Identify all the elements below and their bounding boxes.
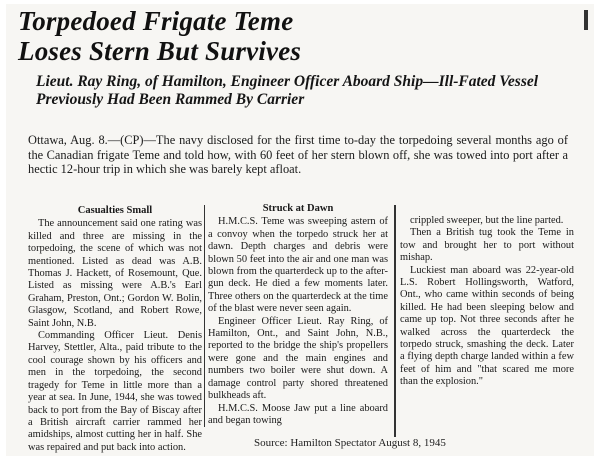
- headline-line-1: Torpedoed Frigate Teme: [18, 6, 294, 36]
- headline: [18, 6, 588, 66]
- column-1-heading: Casualties Small: [77, 205, 153, 216]
- clipping-edge-mark: [584, 10, 588, 30]
- column-1-paragraph-2: Commanding Officer Lieut. Denis Harvey, Stettler, Alta., paid tribute to the cool courage shown by his officers and men in the torpedoing, the second tragedy for Teme in little more than a year at sea. In June, 1944, she was towed back to port from the Bay of Biscay after a British aircraft carrier rammed her amidships, almost cutting her in half. She was repaired and put back into action.: [28, 330, 202, 453]
- column-3-paragraph-1: crippled sweeper, but the line parted.: [410, 215, 564, 226]
- column-2-paragraph-2: Engineer Officer Lieut. Ray Ring, of Hamilton, Ont., and Saint John, N.B., reported to the bridge the ship's propellers were gone and the main engines and numbers two boiler were shut down. A damage control party shored threatened bulkheads aft.: [208, 315, 388, 402]
- column-2: [208, 203, 388, 427]
- column-2-heading: Struck at Dawn: [262, 203, 334, 214]
- column-1-paragraph-1: The announcement said one rating was killed and three are missing in the torpedoing, the scene of which was not mentioned. Listed as dead was A.B. Thomas J. Hackett, of Rosemount, Que. Listed as missing were A.B.'s Earl Graham, Preston, Ont.; Gordon W. Bolin, Glasgow, Scotland, and Robert Rowe, Saint John, N.B.: [28, 218, 202, 329]
- column-3: [400, 215, 574, 389]
- column-divider-2: [394, 205, 396, 437]
- headline-line-2: Loses Stern But Survives: [18, 36, 302, 66]
- column-2-paragraph-3: H.M.C.S. Moose Jaw put a line aboard and began towing: [208, 402, 388, 426]
- lead-paragraph: Ottawa, Aug. 8.—(CP)—The navy disclosed for the first time to-day the torpedoing several months ago of the Canadian frigate Teme and told how, with 60 feet of her stern blown off, she was towed into port after a hectic 12-hour trip in which she was barely kept afloat.: [28, 133, 568, 177]
- column-2-paragraph-1: H.M.C.S. Teme was sweeping astern of a convoy when the torpedo struck her at dawn. Depth charges and debris were blown 50 feet into the air and one man was blown from the quarterdeck up to the after-gun deck. He died a few moments later. Three others on the quarterdeck at the time of the blast were never seen again.: [208, 216, 388, 315]
- column-1: [28, 205, 202, 454]
- column-3-paragraph-3: Luckiest man aboard was 22-year-old L.S. Robert Hollingsworth, Watford, Ont., who came within seconds of being killed. He had been sleeping below and came up top. Not three seconds after he walked across the quarterdeck the torpedo struck, smashing the deck. Later a flying depth charge landed within a few feet of him and "that scared me more than the explosion.": [400, 264, 574, 388]
- subheadline: Lieut. Ray Ring, of Hamilton, Engineer Officer Aboard Ship—Ill-Fated Vessel Previously Had Been Rammed By Carrier: [36, 73, 539, 108]
- source-caption: Source: Hamilton Spectator August 8, 1945: [254, 437, 446, 449]
- column-divider-1: [204, 205, 205, 427]
- column-3-paragraph-2: Then a British tug took the Teme in tow and brought her to port without mishap.: [400, 227, 574, 264]
